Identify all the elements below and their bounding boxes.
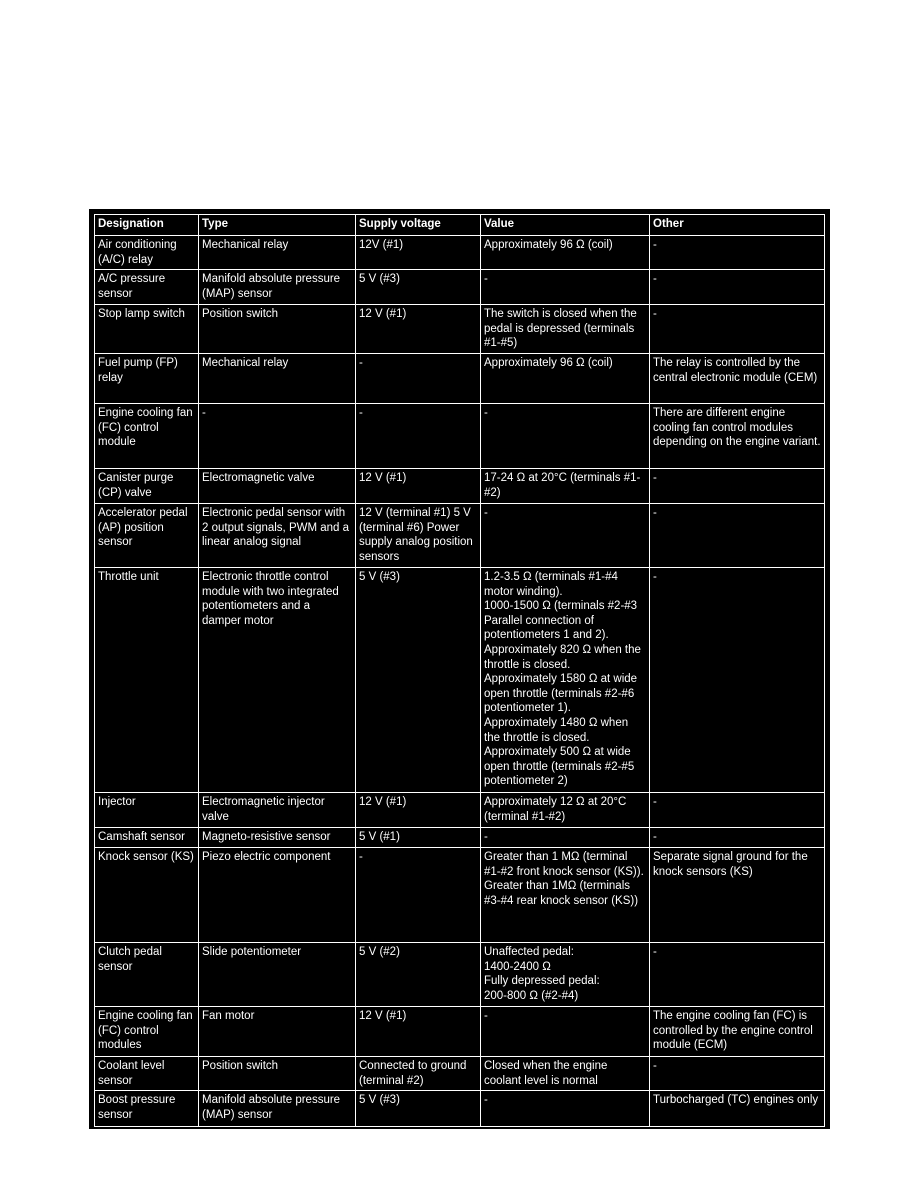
cell-other: Separate signal ground for the knock sensors (KS): [650, 848, 825, 943]
cell-type: Piezo electric component: [199, 848, 356, 943]
cell-other: -: [650, 270, 825, 305]
cell-supply-voltage: 5 V (#3): [356, 568, 481, 793]
cell-designation: Accelerator pedal (AP) position sensor: [95, 504, 199, 568]
cell-value: Approximately 96 Ω (coil): [481, 236, 650, 270]
table-row: [95, 1091, 825, 1127]
table-row: [95, 793, 825, 828]
cell-value: -: [481, 270, 650, 305]
cell-type: Electromagnetic injector valve: [199, 793, 356, 828]
table-row: [95, 404, 825, 469]
cell-type: Electromagnetic valve: [199, 469, 356, 504]
cell-designation: Air conditioning (A/C) relay: [95, 236, 199, 270]
cell-other: -: [650, 943, 825, 1007]
cell-supply-voltage: -: [356, 354, 481, 404]
cell-other: -: [650, 828, 825, 848]
cell-designation: Clutch pedal sensor: [95, 943, 199, 1007]
cell-other: Turbocharged (TC) engines only: [650, 1091, 825, 1127]
cell-value: 1.2-3.5 Ω (terminals #1-#4 motor winding). 1000-1500 Ω (terminals #2-#3 Parallel connection of potentiometers 1 and 2). Approximately 820 Ω when the throttle is closed. Approximately 1580 Ω at wide open throttle (terminals #2-#6 potentiometer 1). Approximately 1480 Ω when the throttle is closed. Approximately 500 Ω at wide open throttle (terminals #2-#5 potentiometer 2): [481, 568, 650, 793]
cell-designation: Engine cooling fan (FC) control module: [95, 404, 199, 469]
cell-other: The engine cooling fan (FC) is controlled by the engine control module (ECM): [650, 1007, 825, 1057]
cell-value: -: [481, 1007, 650, 1057]
cell-designation: Knock sensor (KS): [95, 848, 199, 943]
cell-supply-voltage: 5 V (#2): [356, 943, 481, 1007]
cell-supply-voltage: 12 V (#1): [356, 469, 481, 504]
cell-other: -: [650, 236, 825, 270]
cell-type: Manifold absolute pressure (MAP) sensor: [199, 270, 356, 305]
cell-designation: Throttle unit: [95, 568, 199, 793]
cell-designation: Coolant level sensor: [95, 1057, 199, 1091]
cell-value: -: [481, 828, 650, 848]
column-header-designation: Designation: [95, 215, 199, 236]
cell-value: Greater than 1 MΩ (terminal #1-#2 front knock sensor (KS)). Greater than 1MΩ (terminals #3-#4 rear knock sensor (KS)): [481, 848, 650, 943]
cell-type: Electronic pedal sensor with 2 output signals, PWM and a linear analog signal: [199, 504, 356, 568]
cell-value: The switch is closed when the pedal is depressed (terminals #1-#5): [481, 305, 650, 354]
cell-value: Closed when the engine coolant level is normal: [481, 1057, 650, 1091]
cell-supply-voltage: 12V (#1): [356, 236, 481, 270]
cell-supply-voltage: -: [356, 848, 481, 943]
cell-type: Manifold absolute pressure (MAP) sensor: [199, 1091, 356, 1127]
cell-supply-voltage: 12 V (#1): [356, 305, 481, 354]
cell-value: 17-24 Ω at 20°C (terminals #1-#2): [481, 469, 650, 504]
table-row: [95, 828, 825, 848]
cell-type: Position switch: [199, 1057, 356, 1091]
table-row: [95, 1007, 825, 1057]
cell-supply-voltage: 12 V (terminal #1) 5 V (terminal #6) Power supply analog position sensors: [356, 504, 481, 568]
cell-type: Fan motor: [199, 1007, 356, 1057]
cell-type: Mechanical relay: [199, 236, 356, 270]
cell-value: Approximately 12 Ω at 20°C (terminal #1-#2): [481, 793, 650, 828]
table-row: [95, 1057, 825, 1091]
table-row: [95, 504, 825, 568]
table-row: [95, 568, 825, 793]
cell-designation: Canister purge (CP) valve: [95, 469, 199, 504]
cell-supply-voltage: Connected to ground (terminal #2): [356, 1057, 481, 1091]
cell-supply-voltage: 5 V (#3): [356, 1091, 481, 1127]
cell-designation: Injector: [95, 793, 199, 828]
cell-other: -: [650, 793, 825, 828]
cell-type: Electronic throttle control module with two integrated potentiometers and a damper motor: [199, 568, 356, 793]
cell-supply-voltage: 12 V (#1): [356, 1007, 481, 1057]
cell-other: -: [650, 1057, 825, 1091]
cell-other: The relay is controlled by the central electronic module (CEM): [650, 354, 825, 404]
column-header-other: Other: [650, 215, 825, 236]
cell-designation: Engine cooling fan (FC) control modules: [95, 1007, 199, 1057]
cell-designation: Fuel pump (FP) relay: [95, 354, 199, 404]
table-row: [95, 236, 825, 270]
component-spec-table-frame: [89, 209, 830, 1129]
table-row: [95, 848, 825, 943]
cell-value: Unaffected pedal: 1400-2400 Ω Fully depressed pedal: 200-800 Ω (#2-#4): [481, 943, 650, 1007]
cell-other: There are different engine cooling fan control modules depending on the engine variant.: [650, 404, 825, 469]
cell-other: -: [650, 305, 825, 354]
cell-value: -: [481, 504, 650, 568]
cell-other: -: [650, 568, 825, 793]
cell-value: -: [481, 404, 650, 469]
cell-designation: Stop lamp switch: [95, 305, 199, 354]
cell-type: Magneto-resistive sensor: [199, 828, 356, 848]
cell-type: Mechanical relay: [199, 354, 356, 404]
column-header-type: Type: [199, 215, 356, 236]
cell-designation: Camshaft sensor: [95, 828, 199, 848]
cell-value: Approximately 96 Ω (coil): [481, 354, 650, 404]
cell-type: -: [199, 404, 356, 469]
cell-supply-voltage: 5 V (#3): [356, 270, 481, 305]
cell-other: -: [650, 504, 825, 568]
table-row: [95, 270, 825, 305]
column-header-value: Value: [481, 215, 650, 236]
cell-supply-voltage: 12 V (#1): [356, 793, 481, 828]
cell-designation: A/C pressure sensor: [95, 270, 199, 305]
cell-type: Position switch: [199, 305, 356, 354]
cell-supply-voltage: 5 V (#1): [356, 828, 481, 848]
cell-value: -: [481, 1091, 650, 1127]
table-row: [95, 943, 825, 1007]
table-header-row: [95, 215, 825, 236]
cell-type: Slide potentiometer: [199, 943, 356, 1007]
table-row: [95, 354, 825, 404]
component-spec-table: [94, 214, 825, 1127]
cell-other: -: [650, 469, 825, 504]
column-header-supply-voltage: Supply voltage: [356, 215, 481, 236]
table-row: [95, 469, 825, 504]
cell-supply-voltage: -: [356, 404, 481, 469]
cell-designation: Boost pressure sensor: [95, 1091, 199, 1127]
table-row: [95, 305, 825, 354]
